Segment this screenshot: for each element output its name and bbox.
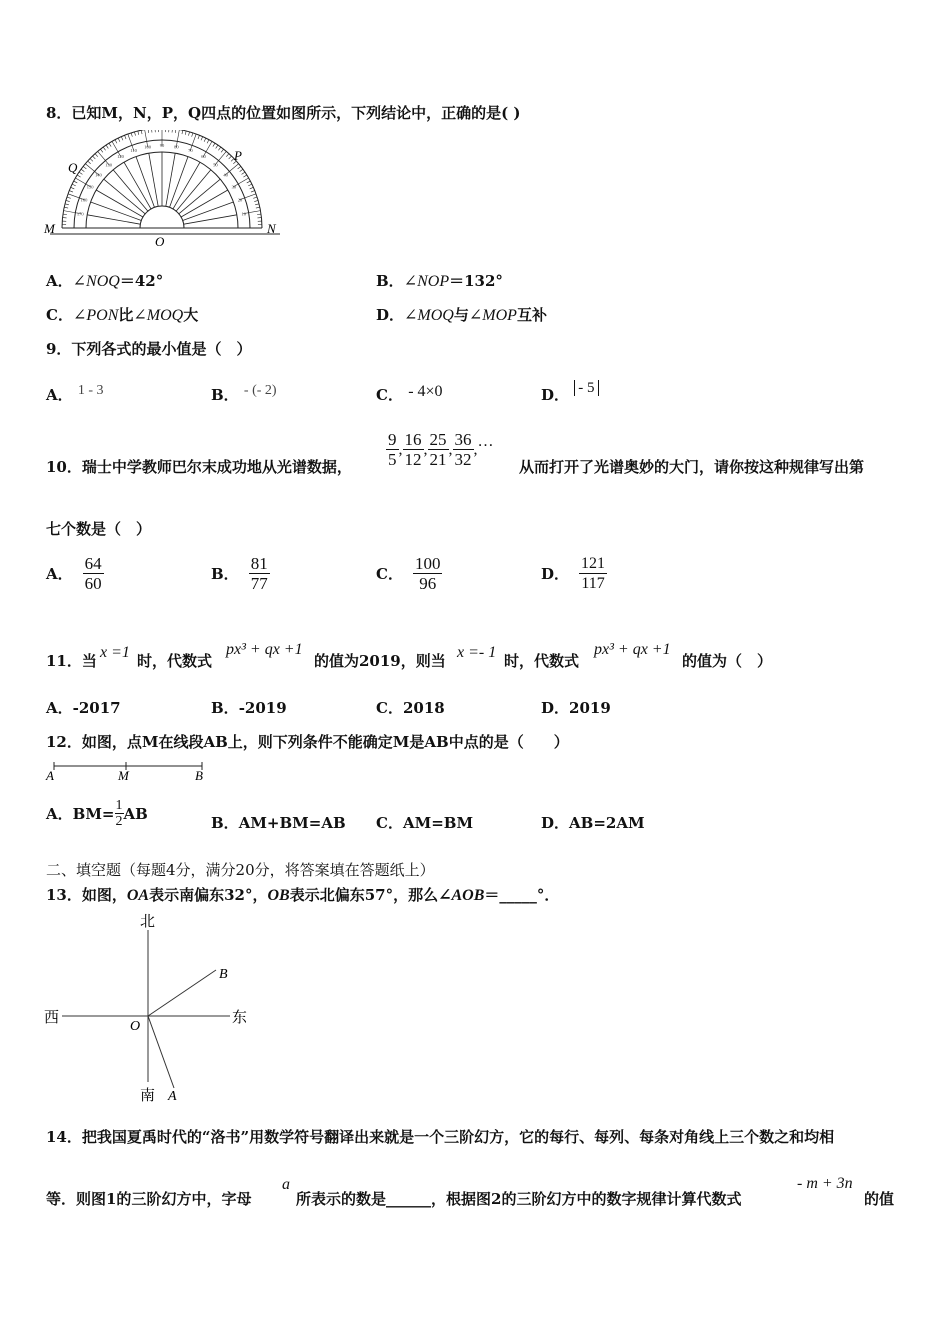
svg-text:100: 100: [144, 144, 151, 150]
q8-option-d[interactable]: D．∠MOQ与∠MOP互补: [376, 306, 547, 324]
q12-option-c[interactable]: C．AM=BM: [376, 814, 474, 832]
q9-option-b[interactable]: B． - (- 2): [211, 383, 277, 404]
seq-frac-3: $\frac{25}{21}$: [429, 430, 447, 469]
q10-option-b[interactable]: B． $\frac{81}{77}$: [211, 554, 268, 593]
q11-option-a[interactable]: A．-2017: [46, 699, 121, 717]
q14-line1: 14．把我国夏禹时代的“洛书”用数学符号翻译出来就是一个三阶幻方，它的每行、每列、每条对角线上三个数之和均相: [46, 1128, 835, 1146]
segment-ab-figure: [42, 758, 212, 786]
q10-stem-post: 从而打开了光谱奥妙的大门，请你按这种规律写出第: [519, 458, 865, 476]
q12-option-d[interactable]: D．AB=2AM: [541, 814, 645, 832]
q13-stem: 13．如图，OA表示南偏东32°，OB表示北偏东57°，那么∠AOB＝_____°．: [46, 886, 560, 904]
svg-text:80: 80: [174, 144, 179, 150]
section-2-heading: 二、填空题（每题4分，满分20分，将答案填在答题纸上）: [46, 861, 435, 879]
svg-text:40: 40: [223, 172, 228, 178]
q9-option-d[interactable]: D． - 5: [541, 384, 599, 405]
q9-option-c[interactable]: C． - 4×0: [376, 383, 443, 404]
q8-stem: 8．已知M，N，P，Q四点的位置如图所示，下列结论中，正确的是( ): [46, 104, 521, 122]
label-east: 东: [232, 1010, 248, 1026]
label-north: 北: [140, 914, 156, 930]
svg-text:90: 90: [159, 143, 165, 148]
q9-option-a[interactable]: A． 1 - 3: [46, 383, 104, 404]
q9-stem: 9．下列各式的最小值是（ ）: [46, 340, 252, 358]
svg-text:140: 140: [95, 172, 102, 178]
label-q: Q: [68, 160, 78, 175]
seq-frac-2: $\frac{16}{12}$: [404, 430, 422, 469]
q11-option-c[interactable]: C．2018: [376, 699, 445, 717]
label-m: M: [118, 768, 129, 783]
svg-text:170: 170: [76, 211, 84, 217]
q14-p3: 的值: [864, 1190, 895, 1208]
q10-option-d[interactable]: D． $\frac{121}{117}$: [541, 555, 606, 592]
label-a: A: [46, 768, 54, 783]
q10-option-c[interactable]: C． $\frac{100}{96}$: [376, 554, 441, 593]
q10-stem-pre: 10．瑞士中学教师巴尔末成功地从光谱数据，: [46, 458, 352, 476]
label-west: 西: [44, 1010, 60, 1026]
svg-text:30: 30: [231, 184, 237, 190]
label-a: A: [168, 1089, 177, 1104]
q12-option-b[interactable]: B．AM+BM=AB: [211, 814, 346, 832]
svg-text:160: 160: [80, 197, 88, 203]
svg-text:50: 50: [213, 162, 218, 168]
svg-text:110: 110: [130, 148, 137, 154]
q11-x1: x =1: [100, 644, 130, 661]
svg-text:70: 70: [188, 148, 193, 154]
label-b: B: [195, 768, 203, 783]
label-o: O: [155, 234, 165, 249]
q11-option-d[interactable]: D．2019: [541, 699, 611, 717]
q14-p1: 等．则图1的三阶幻方中，字母: [46, 1190, 252, 1208]
seq-frac-1: $\frac{9}{5}$: [388, 430, 397, 469]
q11-p4: 时，代数式: [504, 652, 580, 670]
q11-x2: x =- 1: [457, 644, 497, 661]
svg-text:150: 150: [86, 184, 94, 190]
q10-sequence: $\frac{9}{5}$ , $\frac{16}{12}$ , $\frac{25}{21}$ , $\frac{36}{32}$ , …: [388, 430, 494, 469]
q12-option-a[interactable]: A． BM= $\frac{1}{2}$ AB: [46, 798, 148, 829]
q11-expr1: px³ + qx +1: [226, 641, 303, 658]
svg-text:10: 10: [241, 211, 246, 217]
q11-p5: 的值为（ ）: [682, 652, 773, 670]
label-p: P: [234, 148, 242, 163]
q14-a: a: [282, 1176, 290, 1193]
q11-expr2: px³ + qx +1: [594, 641, 671, 658]
label-south: 南: [140, 1088, 156, 1104]
q10-stem-line2: 七个数是（ ）: [46, 520, 152, 538]
q11-p1: 11．当: [46, 652, 97, 670]
q8-option-a[interactable]: A．∠NOQ＝42°: [46, 272, 164, 290]
svg-text:20: 20: [237, 197, 243, 203]
q8-option-c[interactable]: C．∠PON比∠MOQ大: [46, 306, 199, 324]
q11-p3: 的值为2019，则当: [314, 652, 446, 670]
svg-text:60: 60: [201, 154, 206, 160]
q8-option-b[interactable]: B．∠NOP＝132°: [376, 272, 503, 290]
protractor-figure: [40, 130, 290, 250]
label-m: M: [44, 221, 55, 236]
label-b: B: [219, 967, 228, 982]
svg-text:120: 120: [117, 154, 124, 160]
seq-frac-4: $\frac{36}{32}$: [454, 430, 472, 469]
svg-text:130: 130: [105, 162, 113, 168]
q14-p2: 所表示的数是______，根据图2的三阶幻方中的数字规律计算代数式: [296, 1190, 742, 1208]
compass-figure: [40, 910, 270, 1110]
q12-stem: 12．如图，点M在线段AB上，则下列条件不能确定M是AB中点的是（ ）: [46, 733, 569, 751]
label-n: N: [267, 221, 276, 236]
label-o: O: [130, 1019, 141, 1034]
q11-p2: 时，代数式: [137, 652, 213, 670]
q14-expr: - m + 3n: [797, 1175, 853, 1192]
q10-option-a[interactable]: A． $\frac{64}{60}$: [46, 554, 102, 593]
q11-option-b[interactable]: B．-2019: [211, 699, 287, 717]
